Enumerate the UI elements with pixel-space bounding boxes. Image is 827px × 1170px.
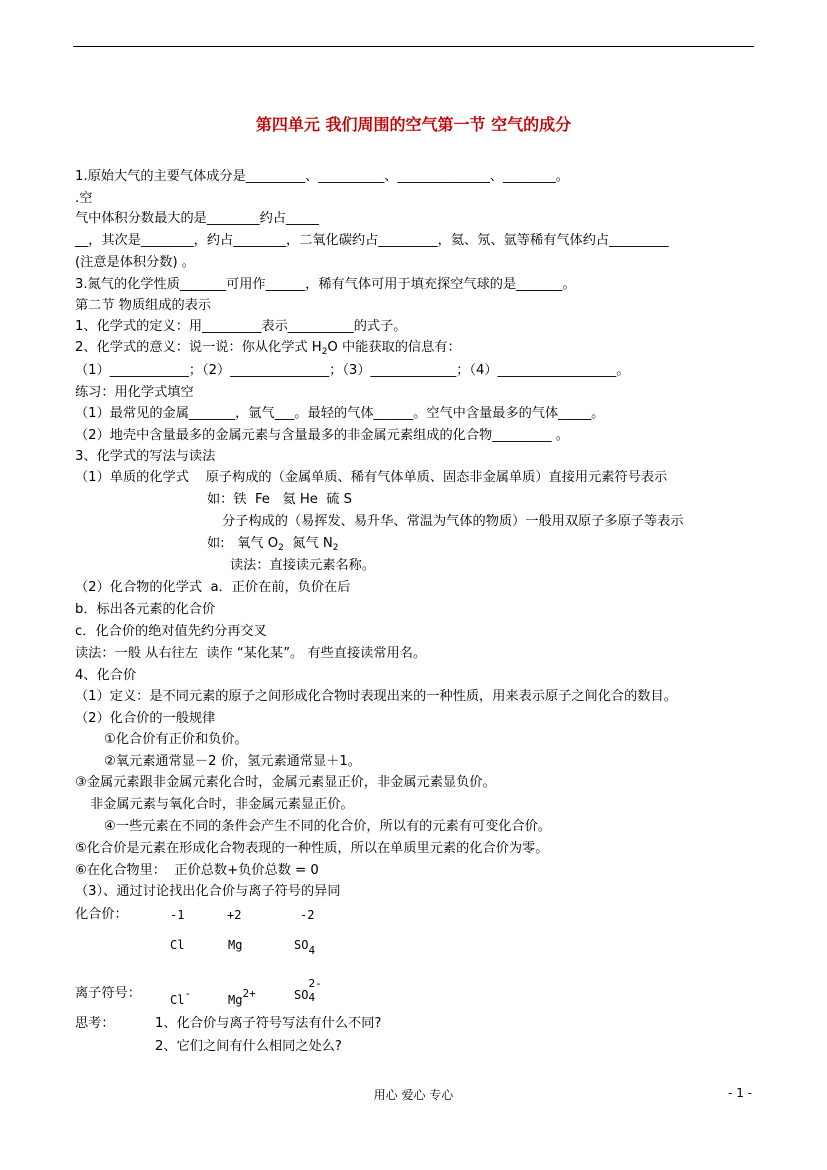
- ion-cl-charge: -: [184, 987, 192, 1000]
- line-rule-3: ③金属元素跟非金属元素化合时，金属元素显正价，非金属元素显负价。: [75, 775, 496, 790]
- line-q3: 3.氮气的化学性质_______可用作______，稀有气体可用于填充探空气球的是_______。: [75, 277, 576, 292]
- meaning-text-end: O 中能获取的信息有：: [327, 340, 461, 355]
- footer-motto: 用心 爱心 专心: [373, 1088, 454, 1102]
- ion-so4-subscript: 4: [308, 991, 316, 1004]
- ions-label: 离子符号：: [75, 986, 141, 1001]
- line-practice: 练习：用化学式填空: [75, 385, 194, 400]
- line-valence-rules: （2）化合价的一般规律: [75, 711, 216, 726]
- line-valence-definition: （1）定义：是不同元素的原子之间形成化合物时表现出来的一种性质，用来表示原子之间化合的数目。: [75, 689, 677, 704]
- line-rule-3-cont: 非金属元素与氧化合时，非金属元素显正价。: [90, 797, 354, 812]
- valence-label: 化合价：: [75, 907, 128, 922]
- page-title: 第四单元 我们周围的空气第一节 空气的成分: [255, 115, 572, 134]
- line-valence-heading: 4、化合价: [75, 668, 137, 683]
- line-note: (注意是体积分数) 。: [75, 255, 195, 270]
- ion-cl: [170, 985, 191, 1009]
- line-q2-cont: __，其次是________，约占________，二氧化碳约占_________，氦、氖、氩等稀有气体约占_________: [75, 233, 669, 248]
- line-rule-2: ②氧元素通常显－2 价，氢元素通常显＋1。: [104, 754, 361, 769]
- ion-mg-symbol: Mg: [228, 993, 243, 1007]
- think-question-1: 1、化合价与离子符号写法有什么不同?: [155, 1016, 382, 1031]
- valence-cl: -1: [170, 908, 185, 922]
- line-element-formula: （1）单质的化学式 原子构成的（金属单质、稀有气体单质、固态非金属单质）直接用元素符号表示: [75, 470, 668, 485]
- header-rule: [73, 46, 754, 47]
- ion-mg: [228, 985, 256, 1009]
- line-step-b: b．标出各元素的化合价: [75, 602, 216, 617]
- n2-subscript: 2: [332, 543, 339, 553]
- line-definition: 1、化学式的定义：用_________表示__________的式子。: [75, 319, 407, 334]
- section-heading: 第二节 物质组成的表示: [75, 298, 212, 313]
- symbol-mg: Mg: [228, 938, 243, 952]
- ion-so4-scripts: [308, 977, 322, 1004]
- line-molecular: 分子构成的（易挥发、易升华、常温为气体的物质）一般用双原子多原子等表示: [222, 514, 684, 529]
- symbol-so: SO: [294, 938, 309, 952]
- think-label: 思考：: [75, 1016, 115, 1031]
- line-compound-reading: 读法：一般 从右往左 读作 “某化某”。 有些直接读常用名。: [75, 646, 427, 661]
- meaning-text: 2、化学式的意义：说一说：你从化学式 H: [75, 340, 322, 355]
- example-oxygen: 如: 氧气 O: [207, 536, 279, 551]
- page-number: - 1 -: [728, 1086, 752, 1100]
- line-compound-formula: （2）化合物的化学式 a．正价在前，负价在后: [75, 580, 351, 595]
- line-blanks: （1）____________；（2）_______________；（3）_____________；（4）__________________。: [75, 363, 630, 378]
- line-reading: 读法：直接读元素名称。: [230, 558, 376, 573]
- line-q1: 1.原始大气的主要气体成分是_________、__________、______________、________。: [75, 169, 569, 184]
- o2-subscript: 2: [278, 543, 284, 553]
- ion-so4-charge: 2-: [308, 977, 322, 990]
- line-q2-start: .空: [75, 191, 93, 206]
- line-rule-5: ⑤化合价是元素在形成化合物表现的一种性质，所以在单质里元素的化合价为零。: [75, 841, 549, 856]
- think-question-2: 2、它们之间有什么相同之处么?: [155, 1039, 342, 1054]
- line-rule-6: ⑥在化合物里： 正价总数+负价总数 = 0: [75, 863, 319, 878]
- line-rule-1: ①化合价有正价和负价。: [104, 732, 248, 747]
- line-example-2: [207, 535, 338, 557]
- ion-cl-symbol: Cl: [170, 993, 185, 1007]
- line-practice-2: （2）地壳中含量最多的金属元素与含量最多的非金属元素组成的化合物_________ 。: [75, 428, 569, 443]
- valence-mg: +2: [227, 908, 242, 922]
- ion-so-symbol: SO: [294, 988, 309, 1002]
- example-nitrogen: 氮气 N: [283, 536, 333, 551]
- line-meaning: [75, 339, 461, 361]
- valence-so4: -2: [300, 908, 315, 922]
- symbol-so4: [294, 936, 315, 960]
- line-practice-1: （1）最常见的金属_______，氩气___。最轻的气体______。空气中含量最多的气体_____。: [75, 406, 605, 421]
- line-rule-4: ④一些元素在不同的条件会产生不同的化合价，所以有的元素有可变化合价。: [104, 819, 552, 834]
- symbol-so4-subscript: 4: [308, 944, 316, 957]
- h2o-subscript: 2: [321, 347, 328, 357]
- symbol-cl: Cl: [170, 938, 185, 952]
- ion-so4: [294, 977, 322, 1004]
- line-discussion: （3）、通过讨论找出化合价与离子符号的异同: [75, 884, 341, 899]
- line-writing-heading: 3、化学式的写法与读法: [75, 449, 216, 464]
- line-step-c: c．化合价的绝对值先约分再交叉: [75, 624, 267, 639]
- ion-mg-charge: 2+: [242, 987, 256, 1000]
- line-q2: 气中体积分数最大的是________约占_____: [75, 211, 319, 226]
- line-example-1: 如：铁 Fe 氦 He 硫 S: [207, 492, 353, 507]
